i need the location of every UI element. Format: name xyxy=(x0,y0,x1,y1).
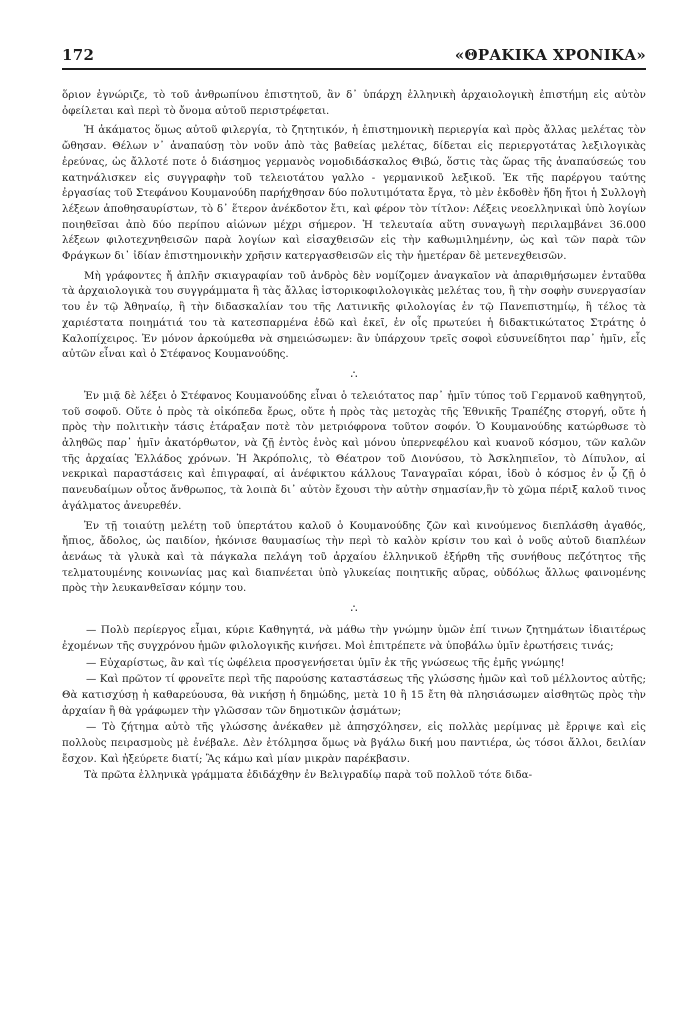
paragraph: Τὰ πρῶτα ἑλληνικὰ γράμματα ἐδιδάχθην ἐν Βελιγραδίῳ παρὰ τοῦ πολλοῦ τότε διδα- xyxy=(84,769,533,782)
paragraph: Μὴ γράφοντες ἤ ἁπλῆν σκιαγραφίαν τοῦ ἀνδρὸς δὲν νομίζομεν ἀναγκαῖον νὰ ἀπαριθμήσωμεν ἐνταῦθα τὰ ἀρχαιολογικὰ του συγγράμματα ἢ τὰς ἄλλας ἱστορικοφιλολογικὰς μελέτας του, ἢ τὴν σοφὴν συνεργασίαν του ἐν τῷ Ἀθηναίῳ, ἢ τὴν διδασκαλίαν του τῆς Λατινικῆς φιλολογίας ἐν τῷ Πανεπιστημίῳ, ἢ τέλος τὰ χαριέστατα ποιημάτιά του τὰ κατεσπαρμένα ἐδῶ καὶ ἐκεῖ, ἐν οἷς πρωτεύει ἡ διδακτικώτατος Στράτης ὁ Καλοπίχειρος. Ἐν μόνον ἀρκούμεθα νὰ σημειώσωμεν: ἂν ὑπάρχουν τρεῖς σοφοὶ εὐσυνείδητοι παρ᾽ ἡμῖν, εἷς αὐτῶν εἶναι καὶ ὁ Στέφανος Κουμανούδης. xyxy=(62,269,646,361)
page-number: 172 xyxy=(62,46,95,64)
document-page xyxy=(62,44,646,782)
section-separator: ∴ xyxy=(350,602,358,616)
running-header xyxy=(62,44,646,64)
journal-title: «ΘΡΑΚΙΚΑ ΧΡΟΝΙΚΑ» xyxy=(454,46,646,64)
paragraph: ὅριον ἐγνώριζε, τὸ τοῦ ἀνθρωπίνου ἐπιστητοῦ, ἂν δ᾽ ὑπάρχη ἑλληνικὴ ἀρχαιολογικὴ ἐπιστήμη εἰς αὐτὸν ὀφείλεται καὶ περὶ τὸ ὄνομα αὐτοῦ περιστρέφεται. xyxy=(62,89,646,117)
article-body xyxy=(62,88,646,788)
dialogue-paragraph: — Καὶ πρῶτον τί φρονεῖτε περὶ τῆς παρούσης καταστάσεως τῆς γλώσσης ἡμῶν καὶ τοῦ μέλλοντος αὐτῆς; Θὰ κατισχύσῃ ἡ καθαρεύουσα, θὰ νικήσῃ ἡ δημώδης, μετὰ 10 ἢ 15 ἔτη θὰ πλησιάσωμεν αἰσθητῶς πρὸς τὴν ἀρχαίαν ἢ θὰ γράφωμεν τὴν γλῶσσαν τῶν δημοτικῶν ᾀσμάτων; xyxy=(62,673,646,717)
dialogue-paragraph: — Εὐχαρίστως, ἂν καὶ τίς ὠφέλεια προσγενήσεται ὑμῖν ἐκ τῆς γνώσεως τῆς ἐμῆς γνώμης! xyxy=(86,656,565,669)
section-separator: ∴ xyxy=(350,367,358,381)
paragraph: Ἐν τῇ τοιαύτῃ μελέτῃ τοῦ ὑπερτάτου καλοῦ ὁ Κουμανούδης ζῶν καὶ κινούμενος διεπλάσθη ἀγαθός, ἤπιος, ἄδολος, ὡς παιδίον, ἠκόνισε θαυμασίως τὴν περὶ τὸ καλὸν κρίσιν του καὶ ὁ νοῦς αὐτοῦ διαπλέων ἀενάως τὰ γλυκὰ καὶ τὰ πάγκαλα πελάγη τοῦ ἀρχαίου ἑλληνικοῦ ἐξήρθη τῆς συνήθους πεζότητος τῆς τελματουμένης κοινωνίας μας καὶ διαπνέεται ὑπὸ γλυκείας ποιητικῆς αὔρας, οὐδόλως ἄλλως φαινομένης πρὸς τὴν λευκανθεῖσαν κόμην του. xyxy=(62,519,646,595)
paragraph: Ἡ ἀκάματος ὅμως αὐτοῦ φιλεργία, τὸ ζητητικόν, ἡ ἐπιστημονικὴ περιεργία καὶ πρὸς ἄλλας μελέτας τὸν ὤθησαν. Θέλων ν᾽ ἀναπαύσῃ τὸν νοῦν ἀπὸ τὰς βαθείας μελέτας, δίδεται εἰς περιεργοτάτας λεξιλογικὰς ἐρεύνας, ὡς ἄλλοτέ ποτε ὁ διάσημος γερμανὸς νομοδιδάσκαλος Θιβώ, ὅστις τὰς ὥρας τῆς ἀναπαύσεώς του κατηνάλισκεν εἰς συγγραφὴν τοῦ τελειοτάτου γαλλο - γερμανικοῦ λεξικοῦ. Ἐκ τῆς παρέργου ταύτης ἐργασίας τοῦ Στεφάνου Κουμανούδη παρήχθησαν δύο πολυτιμότατα ἔργα, τὸ μὲν ἐκδοθὲν ἤδη ἤτοι ἡ Συλλογὴ λέξεων ἀποθησαυρίστων, τὸ δ᾽ ἕτερον ἀνέκδοτον ἔτι, καὶ φέρον τὸν τίτλον: Λέξεις νεοελληνικαὶ ὑπὸ λογίων ποιηθεῖσαι ἀπὸ δύο περίπου αἰώνων μέχρι σήμερον. Ἡ τελευταία αὕτη συναγωγὴ περιλαμβάνει 36.000 λέξεων φιλοτεχνηθεισῶν παρὰ λογίων καὶ εἰσαχθεισῶν εἰς τὴν καθωμιλημένην, ὡς καὶ τῶν παρὰ τῶν Φράγκων δι᾽ ἰδίαν ἐπιστημονικὴν χρῆσιν κατεργασθεισῶν εἰς τὴν ἡμετέραν δὲ μετενεχθεισῶν. xyxy=(62,124,646,263)
paragraph: Ἐν μιᾷ δὲ λέξει ὁ Στέφανος Κουμανούδης εἶναι ὁ τελειότατος παρ᾽ ἡμῖν τύπος τοῦ Γερμανοῦ καθηγητοῦ, τοῦ σοφοῦ. Οὔτε ὁ πρὸς τὰ οἰκόπεδα ἔρως, οὔτε ἡ πρὸς τὰς μετοχὰς τῆς Ἐθνικῆς Τραπέζης στοργή, οὔτε ἡ πρὸς τὴν πολιτικὴν τάσις ἐτάραξαν ποτὲ τὸν μετριόφρονα τοῦτον σοφόν. Ὁ Κουμανούδης κατώρθωσε τὸ ἀληθῶς παρ᾽ ἡμῖν ἀκατόρθωτον, νὰ ζῇ ἐντὸς ἑνὸς καὶ μόνου ὑπερνεφέλου καὶ κυανοῦ κόσμου, τῶν καλῶν τῆς ἀρχαίας Ἑλλάδος χρόνων. Ἡ Ἀκρόπολις, τὸ Θέατρον τοῦ Διονύσου, τὸ Ἀσκληπιεῖον, τὸ Δίπυλον, αἱ νεκρικαὶ παραστάσεις καὶ ἐπιγραφαί, αἱ ἀνέφικτου κάλλους Ταναγραῖαι κόραι, ἰδοὺ ὁ κόσμος ἐν ᾧ ζῇ ὁ πανευδαίμων οὗτος ἄνθρωπος, τὰ λοιπὰ δι᾽ αὐτὸν ἔχουσι τὴν αὐτὴν σημασίαν,ἣν τὸ χῶμα πέριξ καλοῦ τινος ἀγάλματος ἀνευρεθέν. xyxy=(62,389,646,512)
dialogue-paragraph: — Πολὺ περίεργος εἶμαι, κύριε Καθηγητά, νὰ μάθω τὴν γνώμην ὑμῶν ἐπί τινων ζητημάτων ἰδιαιτέρως ἐχομένων τῆς συγχρόνου ἡμῶν φιλολογικῆς κινήσει. Μοὶ ἐπιτρέπετε νὰ ὑποβάλω ὑμῖν ἐρωτήσεις τινάς; xyxy=(62,624,646,652)
header-rule xyxy=(62,68,646,70)
dialogue-paragraph: — Τὸ ζήτημα αὐτὸ τῆς γλώσσης ἀνέκαθεν μὲ ἀπησχόλησεν, εἰς πολλὰς μερίμνας μὲ ἔρριψε καὶ εἰς πολλοὺς πειρασμοὺς μὲ ἐνέβαλε. Δὲν ἐτόλμησα ὅμως νὰ βγάλω δική μου παντιέρα, ὡς τόσοι ἄλλοι, δειλίαν ἔσχον. Καὶ ἠξεύρετε διατί; Ἂς κάμω καὶ μίαν μικρὰν παρέκβασιν. xyxy=(62,721,646,765)
